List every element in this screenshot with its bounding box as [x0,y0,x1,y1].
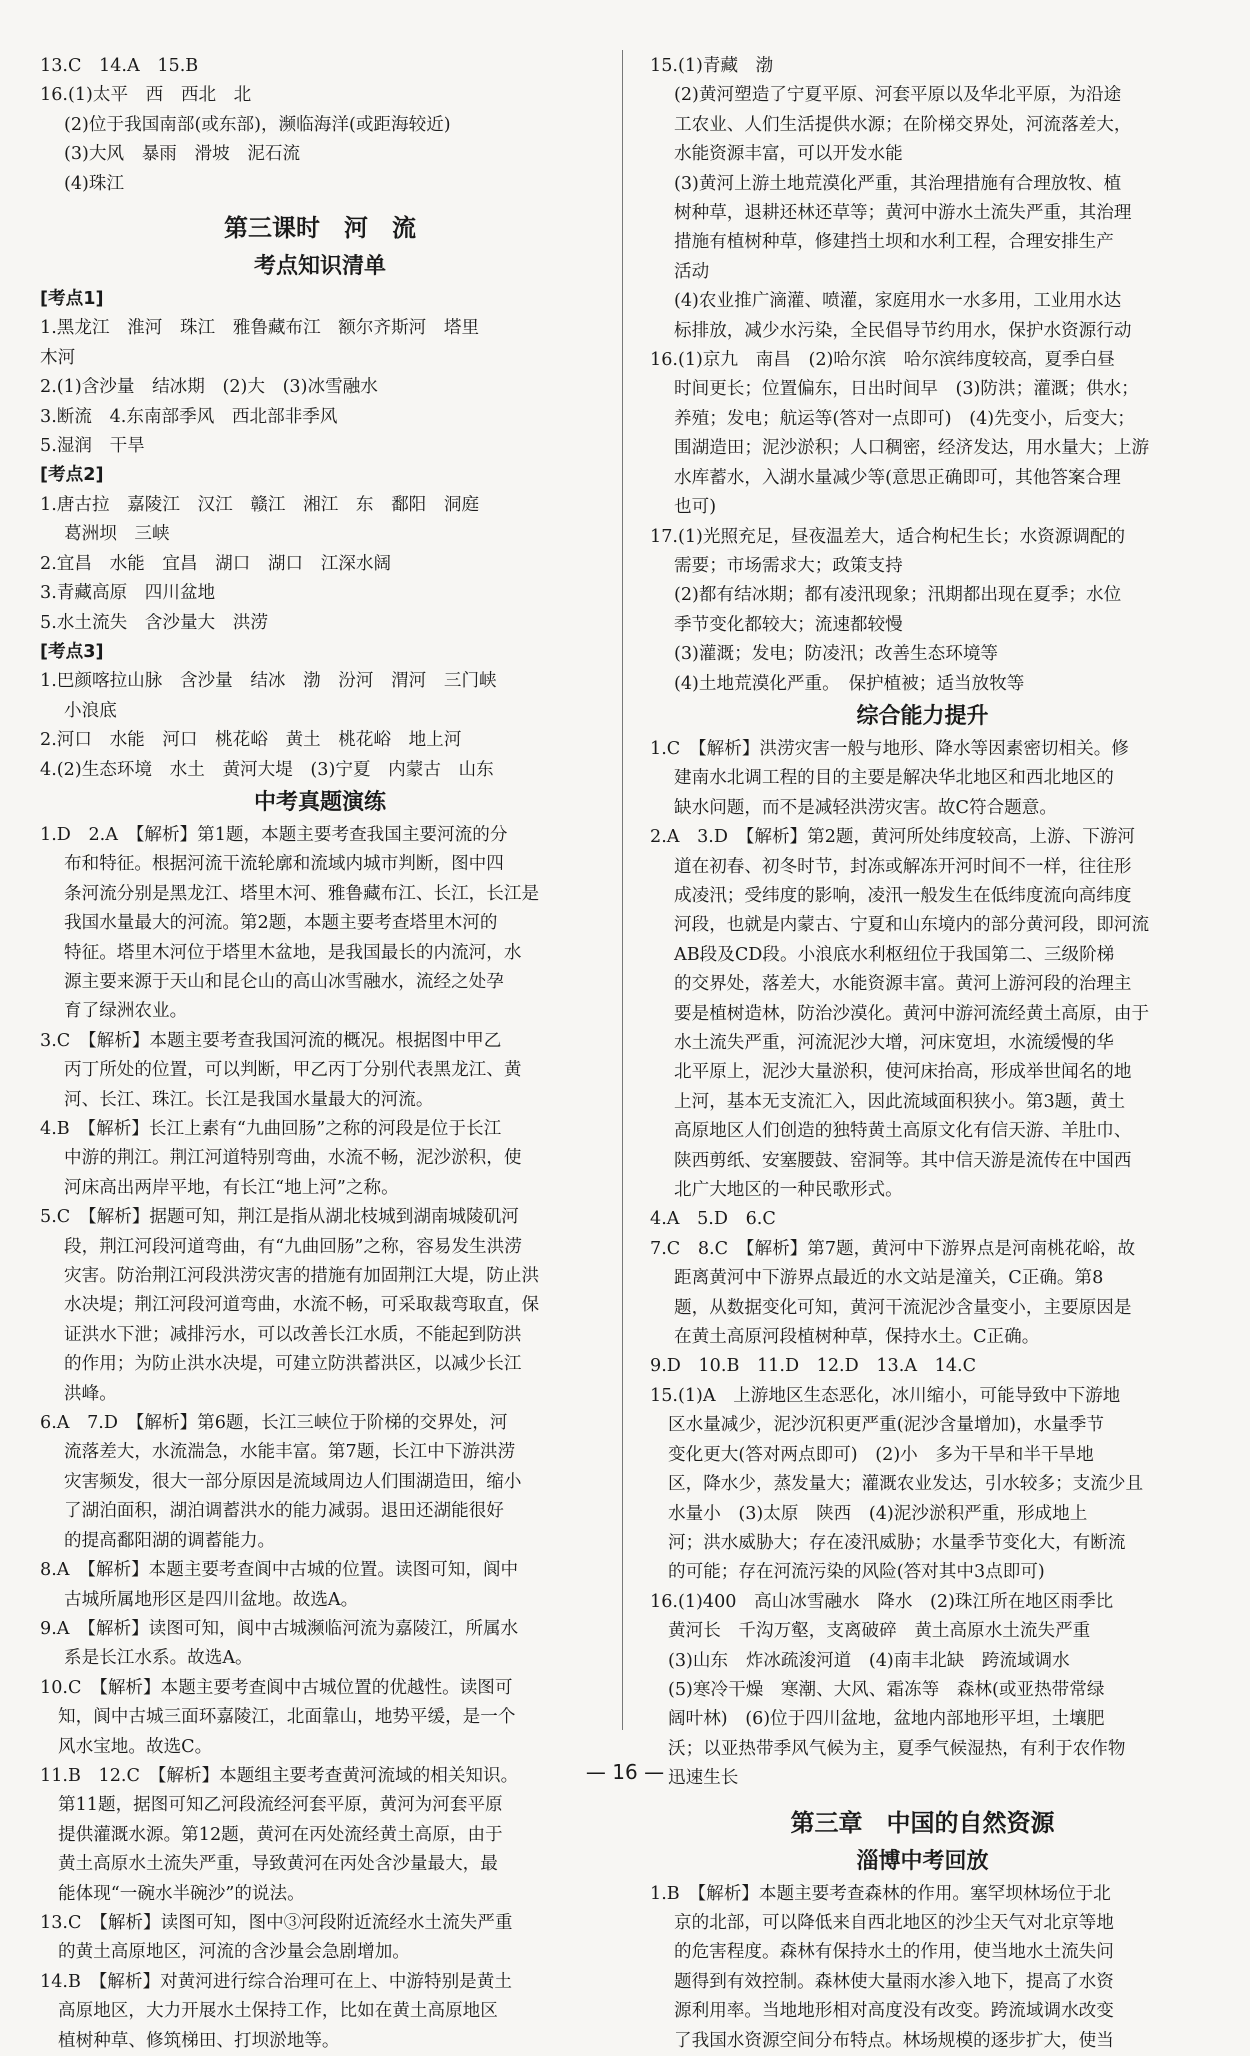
text-line: 10.C 【解析】本题主要考查阆中古城位置的优越性。读图可 [40,1677,513,1698]
text-line: 灾害频发，很大一部分原因是流域周边人们围湖造田，缩小 [64,1471,522,1492]
text-line: 11.B 12.C 【解析】本题组主要考查黄河流域的相关知识。 [40,1765,519,1786]
text-line: 季节变化都较大；流速都较慢 [674,614,903,635]
text-line: 5.C 【解析】据题可知，荆江是指从湖北枝城到湖南城陵矶河 [40,1207,519,1228]
text-line: (5)寒冷干燥 寒潮、大风、霜冻等 森林(或亚热带常绿 [668,1679,1105,1700]
text-line: 的可能；存在河流污染的风险(答对其中3点即可) [668,1562,1045,1583]
text-line: 9.A 【解析】读图可知，阆中古城濒临河流为嘉陵江，所属水 [40,1618,519,1639]
text-line: 北平原上，泥沙大量淤积，使河床抬高，形成举世闻名的地 [674,1062,1132,1083]
text-line: 1.巴颜喀拉山脉 含沙量 结冰 渤 汾河 渭河 三门峡 [40,671,497,692]
text-line: 条河流分别是黑龙江、塔里木河、雅鲁藏布江、长江，长江是 [64,883,540,904]
text-line: 16.(1)400 高山冰雪融水 降水 (2)珠江所在地区雨季比 [650,1591,1114,1612]
text-line: 河床高出两岸平地，有长江“地上河”之称。 [64,1177,399,1198]
text-line: 水库蓄水，入湖水量减少等(意思正确即可，其他答案合理 [674,467,1121,488]
text-line: 距离黄河中下游界点最近的水文站是潼关，C正确。第8 [674,1268,1104,1289]
text-line: 特征。塔里木河位于塔里木盆地，是我国最长的内流河，水 [64,942,522,963]
text-line: AB段及CD段。小浪底水利枢纽位于我国第二、三级阶梯 [674,944,1115,965]
text-line: [考点1] [40,289,104,310]
text-line: 1.唐古拉 嘉陵江 汉江 赣江 湘江 东 鄱阳 洞庭 [40,494,480,515]
text-line: 源主要来源于天山和昆仑山的高山冰雪融水，流经之处孕 [64,971,504,992]
text-line: 河；洪水威胁大；存在凌汛威胁；水量季节变化大，有断流 [668,1532,1126,1553]
text-line: 育了绿洲农业。 [64,1001,188,1022]
text-line: 要是植树造林，防治沙漠化。黄河中游河流经黄土高原，由于 [674,1003,1150,1024]
text-line: 知，阆中古城三面环嘉陵江，北面靠山，地势平缓，是一个 [58,1707,516,1728]
text-line: 高原地区人们创造的独特黄土高原文化有信天游、羊肚巾、 [674,1121,1132,1142]
text-line: (3)黄河上游土地荒漠化严重，其治理措施有合理放牧、植 [674,173,1122,194]
text-line: 时间更长；位置偏东，日出时间早 (3)防洪；灌溉；供水； [674,379,1139,400]
text-line: 区，降水少，蒸发量大；灌溉农业发达，引水较多；支流少且 [668,1474,1144,1495]
text-line: 布和特征。根据河流干流轮廓和流域内城市判断，图中四 [64,854,504,875]
text-line: 系是长江水系。故选A。 [64,1648,253,1669]
text-line: 河、长江、珠江。长江是我国水量最大的河流。 [64,1089,434,1110]
text-line: 题得到有效控制。森林使大量雨水渗入地下，提高了水资 [674,1971,1114,1992]
text-line: 5.水土流失 含沙量大 洪涝 [40,612,268,633]
text-line: 了我国水资源空间分布特点。林场规模的逐步扩大，使当 [674,2030,1114,2051]
text-line: 北广大地区的一种民歌形式。 [674,1180,903,1201]
text-line: 4.B 【解析】长江上素有“九曲回肠”之称的河段是位于长江 [40,1119,502,1139]
page-number: — 16 — [585,1760,665,1784]
text-line: 需要；市场需求大；政策支持 [674,555,903,576]
text-line: 段，荆江河段河道弯曲，有“九曲回肠”之称，容易发生洪涝 [64,1236,522,1257]
text-line: (3)山东 炸冰疏浚河道 (4)南丰北缺 跨流域调水 [668,1650,1070,1671]
text-line: 了湖泊面积，湖泊调蓄洪水的能力减弱。退田还湖能很好 [64,1501,504,1522]
text-line: 源利用率。当地地形相对高度没有改变。跨流域调水改变 [674,2001,1114,2022]
text-line: [考点3] [40,641,104,662]
text-line: 京的北部，可以降低来自西北地区的沙尘天气对北京等地 [674,1912,1114,1933]
text-line: 8.A 【解析】本题主要考查阆中古城的位置。读图可知，阆中 [40,1560,519,1581]
text-line: 16.(1)太平 西 西北 北 [40,85,252,106]
text-line: 3.断流 4.东南部季风 西北部非季风 [40,406,338,427]
text-line: 我国水量最大的河流。第2题，本题主要考查塔里木河的 [64,913,498,934]
text-line: 1.D 2.A 【解析】第1题，本题主要考查我国主要河流的分 [40,824,508,845]
text-line: 能体现“一碗水半碗沙”的说法。 [58,1883,305,1904]
text-line: 15.(1)A 上游地区生态恶化，冰川缩小，可能导致中下游地 [650,1385,1121,1406]
text-line: 黄河长 千沟万壑，支离破碎 黄土高原水土流失严重 [668,1621,1091,1642]
text-line: 的黄土高原地区，河流的含沙量会急剧增加。 [58,1942,410,1963]
text-line: 丙丁所处的位置，可以判断，甲乙丙丁分别代表黑龙江、黄 [64,1060,522,1081]
text-line: 葛洲坝 三峡 [64,524,170,545]
text-line: 16.(1)京九 南昌 (2)哈尔滨 哈尔滨纬度较高，夏季白昼 [650,350,1115,371]
section-heading: 淄博中考回放 [856,1848,989,1874]
text-line: 缺水问题，而不是减轻洪涝灾害。故C符合题意。 [674,797,1057,818]
text-line: 围湖造田；泥沙淤积；人口稠密，经济发达，用水量大；上游 [674,438,1150,459]
section-heading: 考点知识清单 [253,254,386,280]
text-line: 的作用；为防止洪水决堤，可建立防洪蓄洪区，以减少长江 [64,1354,522,1375]
text-line: 区水量减少，泥沙沉积更严重(泥沙含量增加)，水量季节 [668,1415,1104,1436]
text-line: 养殖；发电；航运等(答对一点即可) (4)先变小，后变大； [674,408,1135,429]
text-line: 古城所属地形区是四川盆地。故选A。 [64,1589,359,1610]
text-line: 陕西剪纸、安塞腰鼓、窑洞等。其中信天游是流传在中国西 [674,1150,1132,1171]
text-line: 建南水北调工程的目的主要是解决华北地区和西北地区的 [674,768,1114,789]
text-line: 植树种草、修筑梯田、打坝淤地等。 [58,2030,340,2051]
text-line: 13.C 14.A 15.B [40,56,199,76]
text-line: 在黄土高原河段植树种草，保持水土。C正确。 [674,1327,1040,1348]
text-line: 灾害。防治荆江河段洪涝灾害的措施有加固荆江大堤，防止洪 [64,1266,540,1287]
text-line: 成凌汛；受纬度的影响，凌汛一般发生在低纬度流向高纬度 [674,885,1132,906]
text-line: (2)黄河塑造了宁夏平原、河套平原以及华北平原，为沿途 [674,85,1122,106]
text-line: 1.B 【解析】本题主要考查森林的作用。塞罕坝林场位于北 [650,1883,1111,1904]
text-line: 水决堤；荆江河段河道弯曲，水流不畅，可采取裁弯取直，保 [64,1295,540,1316]
section-heading: 中考真题演练 [253,789,386,815]
text-line: 3.C 【解析】本题主要考查我国河流的概况。根据图中甲乙 [40,1030,502,1051]
text-line: 小浪底 [64,700,117,721]
text-line: 的危害程度。森林有保持水土的作用，使当地水土流失问 [674,1942,1114,1963]
text-line: 木河 [40,347,76,368]
text-line: 2.河口 水能 河口 桃花峪 黄土 桃花峪 地上河 [40,730,462,751]
text-line: (3)灌溉；发电；防凌汛；改善生态环境等 [674,644,999,665]
text-line: 工农业、人们生活提供水源；在阶梯交界处，河流落差大， [674,114,1132,135]
left-column [40,52,600,2056]
text-line: 题，从数据变化可知，黄河干流泥沙含量变小，主要原因是 [674,1297,1132,1318]
text-line: 迅速生长 [668,1768,739,1789]
text-line: (3)大风 暴雨 滑坡 泥石流 [64,144,301,165]
text-line: 树种草，退耕还林还草等；黄河中游水土流失严重，其治理 [674,203,1132,224]
text-line: 15.(1)青藏 渤 [650,56,774,76]
text-line: (2)位于我国南部(或东部)，濒临海洋(或距海较近) [64,114,451,135]
text-line: (2)都有结冰期；都有凌汛现象；汛期都出现在夏季；水位 [674,585,1122,606]
right-column [650,52,1195,2056]
text-line: 流落差大，水流湍急，水能丰富。第7题，长江中下游洪涝 [64,1442,516,1463]
text-line: 1.黑龙江 淮河 珠江 雅鲁藏布江 额尔齐斯河 塔里 [40,318,480,339]
text-line: 2.(1)含沙量 结冰期 (2)大 (3)冰雪融水 [40,377,378,398]
text-line: 9.D 10.B 11.D 12.D 13.A 14.C [650,1356,977,1377]
text-line: (4)农业推广滴灌、喷灌，家庭用水一水多用，工业用水达 [674,291,1122,312]
text-line: 5.湿润 干旱 [40,436,145,457]
text-line: 17.(1)光照充足，昼夜温差大，适合枸杞生长；水资源调配的 [650,526,1126,547]
text-line: 黄土高原水土流失严重，导致黄河在丙处含沙量最大，最 [58,1854,498,1875]
text-line: 变化更大(答对两点即可) (2)小 多为干旱和半干旱地 [668,1444,1094,1465]
text-line: 河段，也就是内蒙古、宁夏和山东境内的部分黄河段，即河流 [674,915,1150,936]
text-line: 6.A 7.D 【解析】第6题，长江三峡位于阶梯的交界处，河 [40,1413,508,1434]
text-line: 道在初春、初冬时节，封冻或解冻开河时间不一样，往往形 [674,856,1132,877]
text-line: 水能资源丰富，可以开发水能 [674,144,903,165]
text-line: 1.C 【解析】洪涝灾害一般与地形、降水等因素密切相关。修 [650,738,1129,759]
text-line: 4.A 5.D 6.C [650,1209,776,1230]
text-line: 阔叶林) (6)位于四川盆地，盆地内部地形平坦，土壤肥 [668,1709,1105,1730]
text-line: 措施有植树种草，修建挡土坝和水利工程，合理安排生产 [674,232,1114,253]
text-line: 2.宜昌 水能 宜昌 湖口 湖口 江深水阔 [40,553,392,574]
section-heading: 第三课时 河 流 [224,214,416,243]
text-line: 的提高鄱阳湖的调蓄能力。 [64,1530,276,1551]
text-line: 2.A 3.D 【解析】第2题，黄河所处纬度较高，上游、下游河 [650,827,1136,848]
text-line: 3.青藏高原 四川盆地 [40,583,216,604]
text-line: 中游的荆江。荆江河道特别弯曲，水流不畅，泥沙淤积，使 [64,1148,522,1169]
text-line: 洪峰。 [64,1383,117,1404]
text-line: 上河，基本无支流汇入，因此流域面积狭小。第3题，黄土 [674,1091,1126,1112]
text-line: 标排放，减少水污染，全民倡导节约用水，保护水资源行动 [674,320,1132,341]
text-line: 活动 [674,261,710,282]
text-line: 水土流失严重，河流泥沙大增，河床宽坦，水流缓慢的华 [674,1033,1114,1053]
section-heading: 第三章 中国的自然资源 [790,1808,1055,1837]
text-line: 7.C 8.C 【解析】第7题，黄河中下游界点是河南桃花峪，故 [650,1238,1136,1259]
text-line: 也可) [674,497,717,518]
text-line: 沃；以亚热带季风气候为主，夏季气候湿热，有利于农作物 [668,1738,1126,1759]
text-line: (4)土地荒漠化严重。 保护植被；适当放牧等 [674,673,1025,694]
column-divider [622,50,623,1730]
text-line: 高原地区，大力开展水土保持工作，比如在黄土高原地区 [58,2001,498,2022]
text-line: 证洪水下泄；减排污水，可以改善长江水质，不能起到防洪 [64,1324,522,1345]
text-line: 提供灌溉水源。第12题，黄河在丙处流经黄土高原，由于 [58,1824,503,1845]
text-line: 的交界处，落差大，水能资源丰富。黄河上游河段的治理主 [674,974,1132,995]
text-line: 14.B 【解析】对黄河进行综合治理可在上、中游特别是黄土 [40,1971,512,1992]
text-line: 风水宝地。故选C。 [58,1736,213,1757]
text-line: 水量小 (3)太原 陕西 (4)泥沙淤积严重，形成地上 [668,1503,1088,1524]
text-line: 4.(2)生态环境 水土 黄河大堤 (3)宁夏 内蒙古 山东 [40,759,494,780]
text-line: 第11题，据图可知乙河段流经河套平原，黄河为河套平原 [58,1795,503,1816]
text-line: [考点2] [40,465,104,486]
text-line: (4)珠江 [64,173,125,194]
text-line: 13.C 【解析】读图可知，图中③河段附近流经水土流失严重 [40,1912,513,1933]
section-heading: 综合能力提升 [856,703,989,729]
